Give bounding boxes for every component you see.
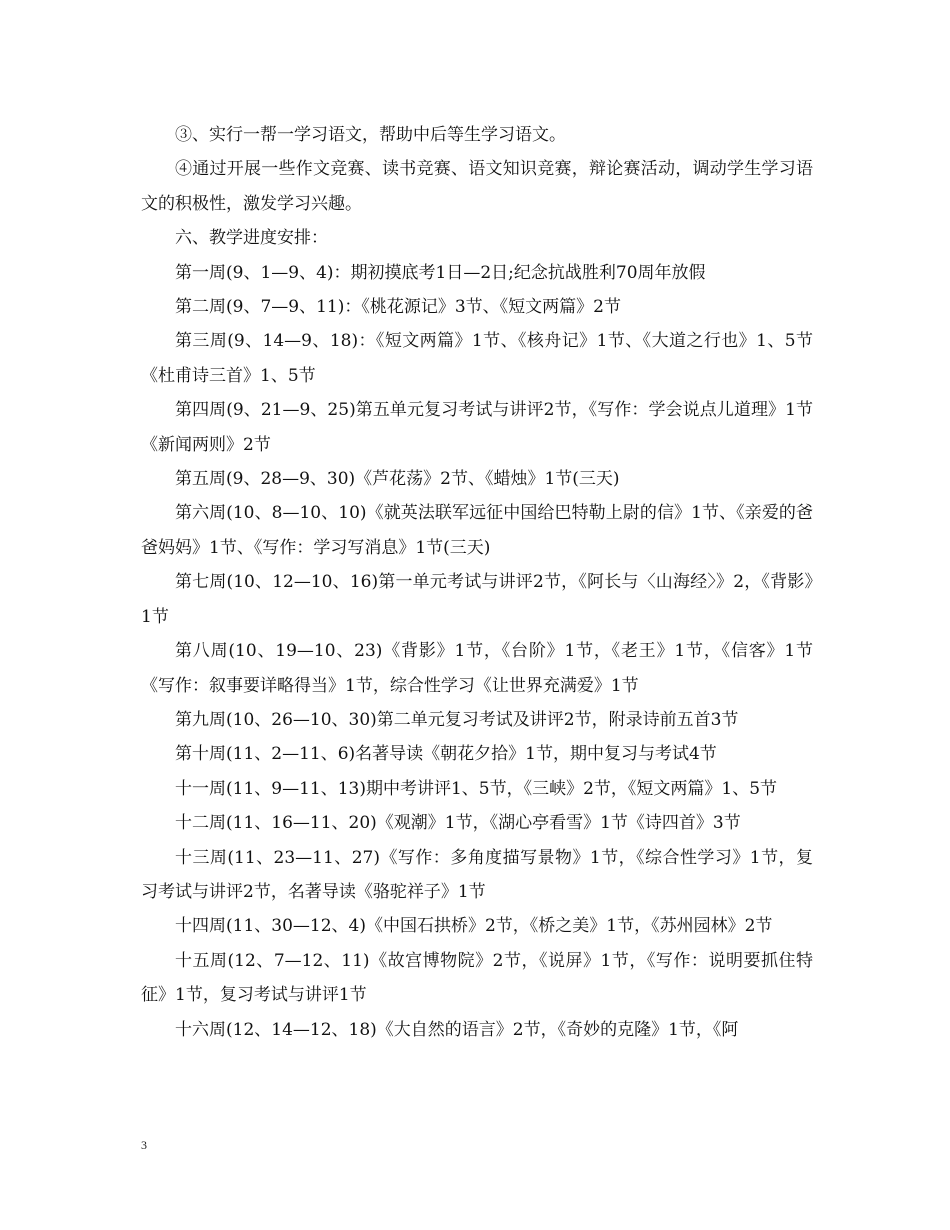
schedule-week-8: 第八周(10、19—10、23)《背影》1节，《台阶》1节，《老王》1节，《信客》1节《写作：叙事要详略得当》1节，综合性学习《让世界充满爱》1节: [141, 641, 813, 696]
schedule-week-2: 第二周(9、7—9、11)：《桃花源记》3节、《短文两篇》2节: [175, 297, 621, 318]
page-number: 3: [141, 1138, 147, 1152]
schedule-week-4: 第四周(9、21—9、25)第五单元复习考试与讲评2节，《写作：学会说点儿道理》1节《新闻两则》2节: [141, 400, 813, 455]
schedule-week-9: 第九周(10、26—10、30)第二单元复习考试及讲评2节，附录诗前五首3节: [175, 709, 739, 730]
schedule-week-10: 第十周(11、2—11、6)名著导读《朝花夕拾》1节，期中复习与考试4节: [175, 744, 717, 765]
paragraph: ③、实行一帮一学习语文，帮助中后等生学习语文。: [175, 125, 566, 145]
schedule-week-5: 第五周(9、28—9、30)《芦花荡》2节、《蜡烛》1节(三天): [175, 469, 620, 490]
schedule-week-6: 第六周(10、8—10、10)《就英法联军远征中国给巴特勒上尉的信》1节、《亲爱的爸爸妈妈》1节、《写作：学习写消息》1节(三天): [141, 503, 813, 558]
schedule-week-16: 十六周(12、14—12、18)《大自然的语言》2节，《奇妙的克隆》1节，《阿: [175, 1019, 739, 1040]
schedule-week-11: 十一周(11、9—11、13)期中考讲评1、5节，《三峡》2节，《短文两篇》1、5节: [175, 778, 778, 799]
section-heading: 六、教学进度安排：: [175, 228, 328, 249]
schedule-week-3: 第三周(9、14—9、18)：《短文两篇》1节、《核舟记》1节、《大道之行也》1、5节《杜甫诗三首》1、5节: [141, 331, 813, 386]
schedule-week-7: 第七周(10、12—10、16)第一单元考试与讲评2节，《阿长与〈山海经〉》2，《背影》1节: [141, 572, 813, 627]
schedule-week-1: 第一周(9、1—9、4)：期初摸底考1日—2日;纪念抗战胜利70周年放假: [175, 262, 706, 283]
paragraph: ④通过开展一些作文竞赛、读书竞赛、语文知识竞赛，辩论赛活动，调动学生学习语文的积极性，激发学习兴趣。: [141, 159, 813, 214]
schedule-week-14: 十四周(11、30—12、4)《中国石拱桥》2节，《桥之美》1节，《苏州园林》2节: [175, 916, 773, 937]
body-text: [141, 118, 813, 1047]
schedule-week-13: 十三周(11、23—11、27)《写作：多角度描写景物》1节，《综合性学习》1节，复习考试与讲评2节，名著导读《骆驼祥子》1节: [141, 847, 813, 902]
schedule-week-12: 十二周(11、16—11、20)《观潮》1节，《湖心亭看雪》1节《诗四首》3节: [175, 813, 741, 834]
schedule-week-15: 十五周(12、7—12、11)《故宫博物院》2节，《说屏》1节，《写作：说明要抓住特征》1节，复习考试与讲评1节: [141, 950, 813, 1006]
